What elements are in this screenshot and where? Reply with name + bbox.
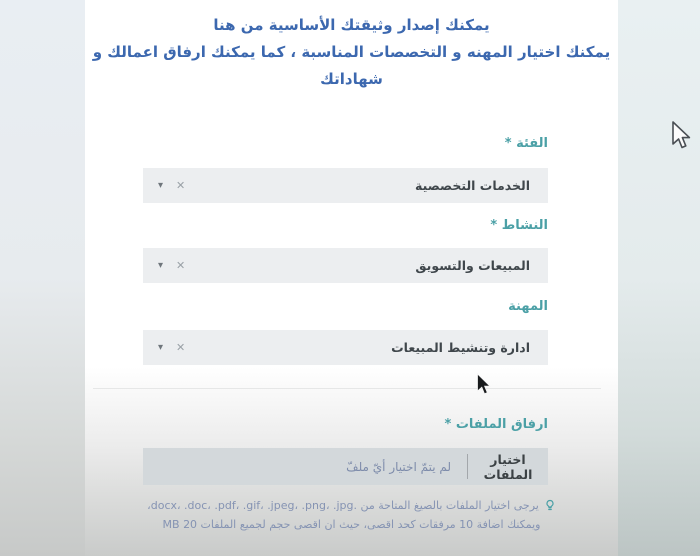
- intro-line-1: يمكنك إصدار وثيقتك الأساسية من هنا: [213, 16, 490, 34]
- category-label: الفئة *: [504, 136, 548, 151]
- right-background-strip: [618, 0, 700, 556]
- intro-line-2: يمكنك اختيار المهنه و التخصصات المناسبة ، كما يمكنك ارفاق اعمالك و: [92, 43, 611, 61]
- intro-line-3: شهاداتك: [320, 70, 383, 88]
- category-select-value: الخدمات التخصصية: [415, 178, 530, 193]
- left-background-strip: [0, 0, 85, 556]
- clear-icon[interactable]: ✕: [176, 341, 186, 354]
- profession-label: المهنة: [508, 299, 548, 314]
- profession-select-value: ادارة وتنشيط المبيعات: [391, 340, 530, 355]
- choose-files-button[interactable]: اختيار الملفات: [468, 451, 548, 483]
- lightbulb-icon: [544, 499, 556, 516]
- hint-line-1: [85, 497, 618, 516]
- clear-icon[interactable]: ✕: [176, 259, 186, 272]
- activity-label: النشاط *: [490, 218, 548, 233]
- chevron-down-icon[interactable]: ▾: [158, 260, 164, 271]
- no-file-chosen-text: لم يتمّ اختيار أيّ ملفّ: [346, 459, 451, 474]
- clear-icon[interactable]: ✕: [176, 179, 186, 192]
- section-divider: [93, 388, 601, 389]
- content-panel: [85, 0, 618, 556]
- hint-line-1-text: يرجى اختيار الملفات بالصيغ المتاحة من .docx، .doc، .pdf، .gif، .jpeg، .png، .jpg،: [147, 499, 539, 512]
- chevron-down-icon[interactable]: ▾: [158, 180, 164, 191]
- chevron-down-icon[interactable]: ▾: [158, 342, 164, 353]
- file-input-separator: [467, 454, 468, 479]
- profession-select[interactable]: [143, 330, 548, 365]
- intro-text: [85, 12, 618, 93]
- activity-select-value: المبيعات والتسويق: [415, 258, 530, 273]
- activity-select[interactable]: [143, 248, 548, 283]
- hint-line-2-text: ويمكنك اضافة 10 مرفقات كحد اقصى، حيث ان اقصى حجم لجميع الملفات 20 MB: [162, 518, 541, 531]
- file-input[interactable]: [143, 448, 548, 485]
- attach-files-label: ارفاق الملفات *: [444, 417, 548, 432]
- file-format-hint: [85, 497, 618, 533]
- category-select[interactable]: [143, 168, 548, 203]
